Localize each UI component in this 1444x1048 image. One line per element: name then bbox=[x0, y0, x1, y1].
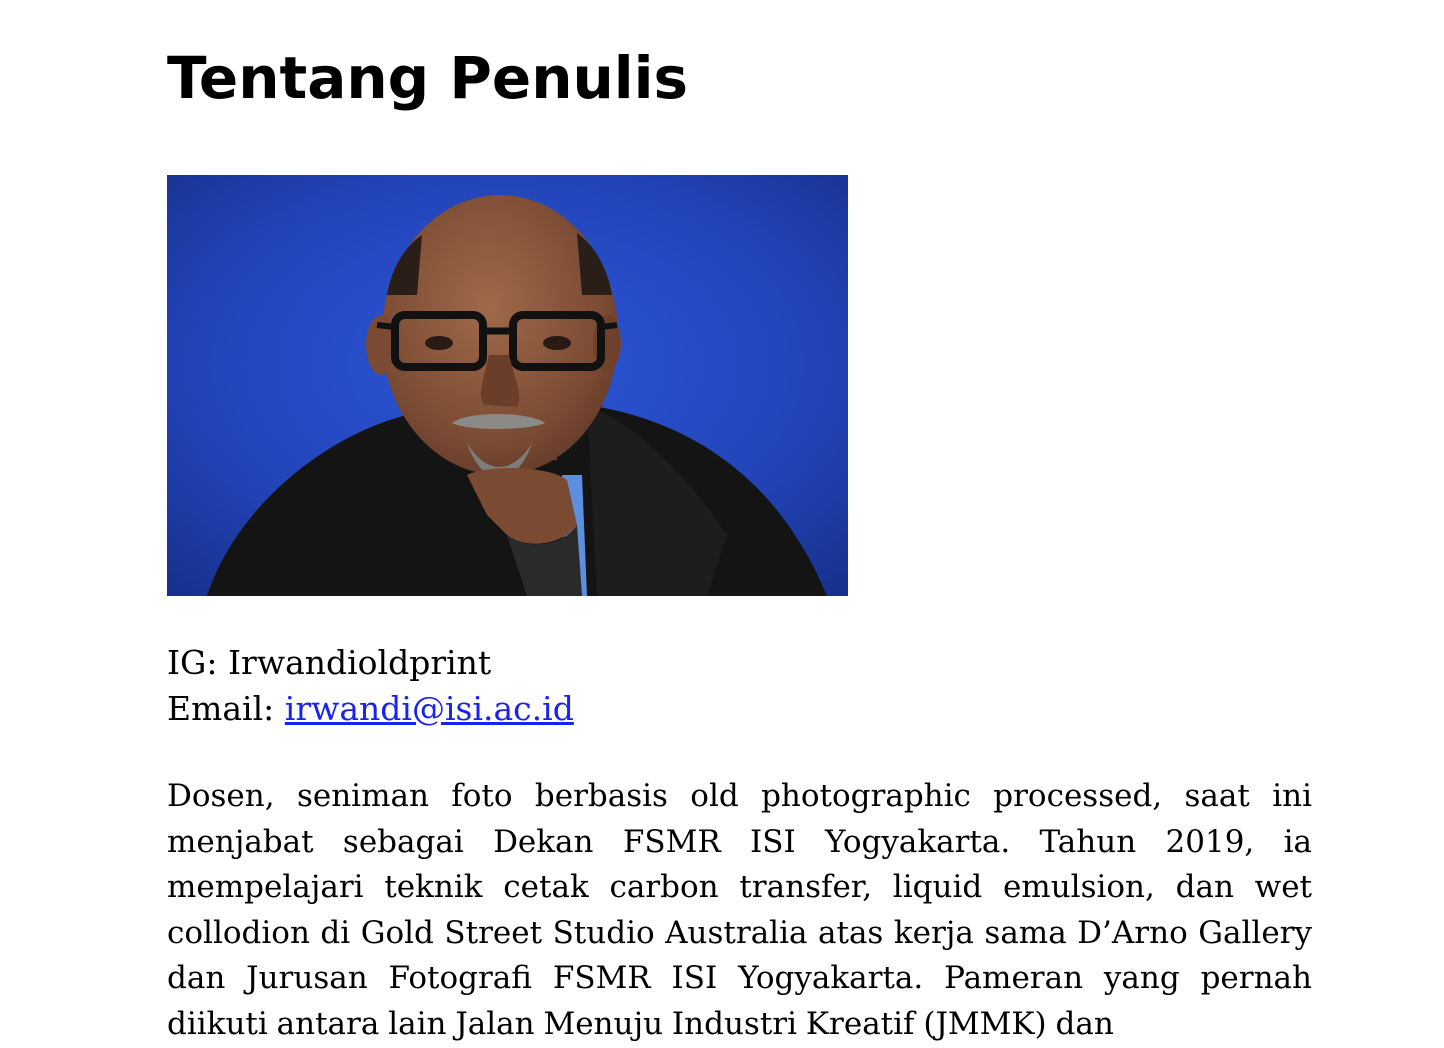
contact-info bbox=[167, 640, 574, 732]
instagram-label: IG: bbox=[167, 643, 218, 682]
instagram-handle: Irwandioldprint bbox=[228, 643, 492, 682]
instagram-line bbox=[167, 640, 574, 686]
email-link[interactable]: irwandi@isi.ac.id bbox=[284, 689, 574, 728]
page-title: Tentang Penulis bbox=[167, 44, 689, 112]
author-bio-paragraph: Dosen, seniman foto berbasis old photographic processed, saat ini menjabat sebagai Dekan FSMR ISI Yogyakarta. Tahun 2019, ia mempelajari teknik cetak carbon transfer, liquid emulsion, dan wet collodion di Gold Street Studio Australia atas kerja sama D’Arno Gallery dan Jurusan Fotografi FSMR ISI Yogyakarta. Pameran yang pernah diikuti antara lain Jalan Menuju Industri Kreatif (JMMK) dan bbox=[167, 778, 1312, 1042]
email-line bbox=[167, 686, 574, 732]
email-label: Email: bbox=[167, 689, 275, 728]
author-portrait-photo bbox=[167, 175, 848, 596]
